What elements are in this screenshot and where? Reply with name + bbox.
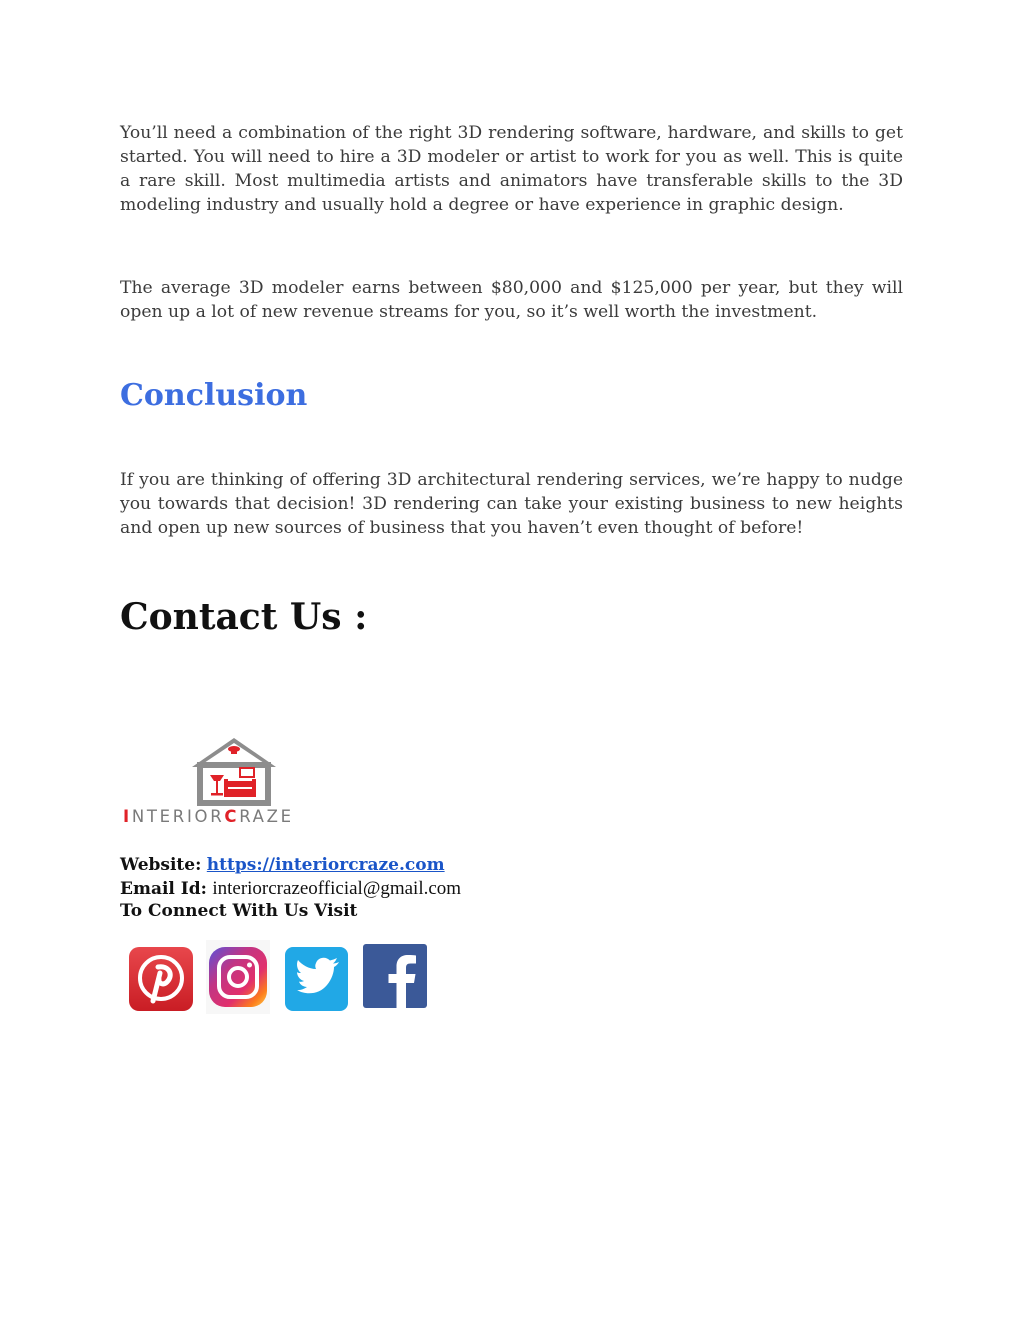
body-paragraph-1: You’ll need a combination of the right 3D rendering software, hardware, and skills to get started. You will need to hire a 3D modeler or artist to work for you as well. This is quite a rare skill. Most multimedia artists and animators have transferable skills to the 3D modeling industry and usually hold a degree or have experience in graphic design. (120, 123, 903, 215)
logo-wordmark: INTERIORCRAZE (123, 807, 294, 826)
house-logo-icon (120, 735, 348, 807)
twitter-icon[interactable] (283, 945, 350, 1013)
pinterest-icon[interactable] (127, 945, 195, 1013)
website-line (120, 854, 445, 876)
body-paragraph-2: The average 3D modeler earns between $80,000 and $125,000 per year, but they will open up a lot of new revenue streams for you, so it’s well worth the investment. (120, 278, 903, 322)
conclusion-paragraph: If you are thinking of offering 3D architectural rendering services, we’re happy to nudge you towards that decision! 3D rendering can take your existing business to new heights and open up new sources of business that you haven’t even thought of before! (120, 470, 903, 538)
facebook-icon[interactable] (361, 941, 429, 1011)
connect-label: To Connect With Us Visit (120, 901, 358, 921)
website-label: Website: (120, 855, 202, 875)
instagram-icon[interactable] (206, 940, 270, 1014)
contact-us-heading: Contact Us : (120, 596, 368, 638)
email-value: interiorcrazeofficial@gmail.com (212, 878, 462, 899)
email-line (120, 878, 461, 900)
website-link[interactable]: https://interiorcraze.com (206, 855, 445, 875)
interiorcraze-logo (120, 735, 348, 829)
email-label: Email Id: (120, 879, 207, 899)
conclusion-heading: Conclusion (120, 378, 308, 413)
